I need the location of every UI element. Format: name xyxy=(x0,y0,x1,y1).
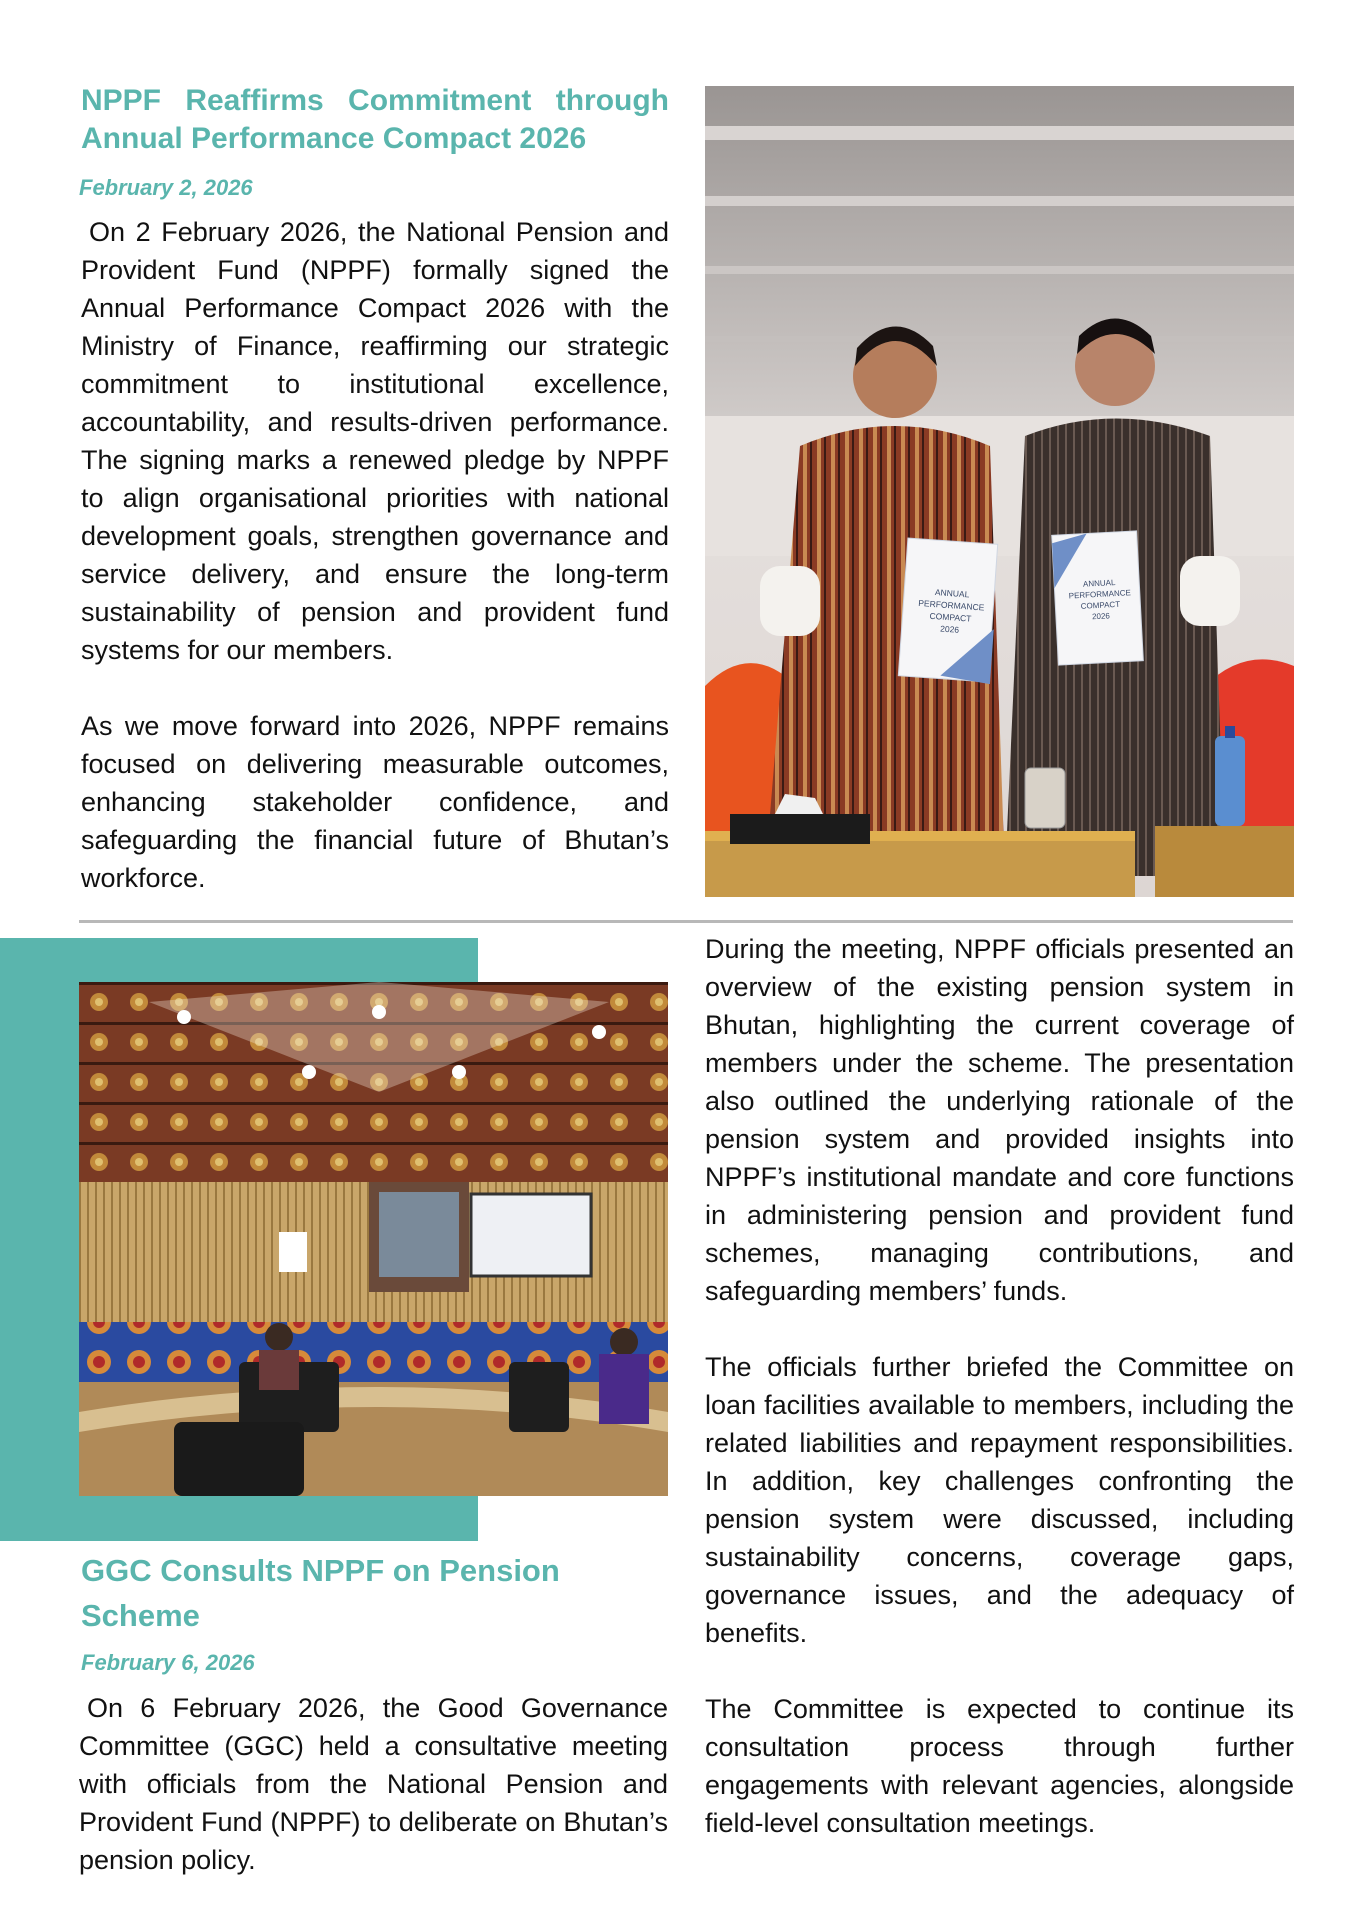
article2-date: February 6, 2026 xyxy=(81,1650,255,1675)
book-right-line-4: 2026 xyxy=(1091,611,1111,622)
article1-title: NPPF Reaffirms Commitment through Annual Performance Compact 2026 xyxy=(81,84,669,155)
book-left-line-2: PERFORMANCE xyxy=(918,597,985,613)
committee-meeting-illustration xyxy=(79,982,668,1496)
article2-title: GGC Consults NPPF on Pension Scheme xyxy=(81,1553,560,1633)
article2-paragraph-3: The Committee is expected to continue its consultation process through further engagements with relevant agencies, alongside field-level consultation meetings. xyxy=(705,1694,1294,1838)
book-right-line-3: COMPACT xyxy=(1080,599,1121,611)
signing-ceremony-photo xyxy=(705,86,1294,897)
article1-body xyxy=(81,213,669,897)
book-left-line-4: 2026 xyxy=(939,623,960,635)
article1-paragraph-1: On 2 February 2026, the National Pension and Provident Fund (NPPF) formally signed the Annual Performance Compact 2026 with the Ministry of Finance, reaffirming our strategic commitment to institutional excellence, accountability, and results-driven performance. The signing marks a renewed pledge by NPPF to align organisational priorities with national development goals, strengthen governance and service delivery, and ensure the long-term sustainability of pension and provident fund systems for our members. xyxy=(81,217,669,665)
book-left-line-1: ANNUAL xyxy=(934,587,970,600)
section-divider xyxy=(79,920,1293,923)
book-left-line-3: COMPACT xyxy=(929,610,972,624)
committee-meeting-photo xyxy=(79,982,668,1496)
book-right-line-1: ANNUAL xyxy=(1082,578,1116,589)
article2-paragraph-1: During the meeting, NPPF officials presented an overview of the existing pension system in Bhutan, highlighting the current coverage of members under the scheme. The presentation also outlined the underlying rationale of the pension system and provided insights into NPPF’s institutional mandate and core functions in administering pension and provident fund schemes, managing contributions, and safeguarding members’ funds. xyxy=(705,934,1294,1306)
signing-ceremony-illustration xyxy=(705,86,1294,897)
article1-paragraph-2: As we move forward into 2026, NPPF remains focused on delivering measurable outcomes, enhancing stakeholder confidence, and safeguarding the financial future of Bhutan’s workforce. xyxy=(81,711,669,893)
article2-intro-paragraph: On 6 February 2026, the Good Governance Committee (GGC) held a consultative meeting with officials from the National Pension and Provident Fund (NPPF) to deliberate on Bhutan’s pension policy. xyxy=(79,1693,668,1875)
book-right-line-2: PERFORMANCE xyxy=(1068,588,1132,601)
article2-intro xyxy=(79,1689,668,1879)
compact-book-right xyxy=(1052,531,1144,665)
article2-paragraph-2: The officials further briefed the Committee on loan facilities available to members, including the related liabilities and repayment responsibilities. In addition, key challenges confronting the pension system were discussed, including sustainability concerns, coverage gaps, governance issues, and the adequacy of benefits. xyxy=(705,1352,1294,1648)
article1-date: February 2, 2026 xyxy=(79,175,253,200)
compact-book-left xyxy=(898,538,997,684)
article2-body xyxy=(705,930,1294,1842)
